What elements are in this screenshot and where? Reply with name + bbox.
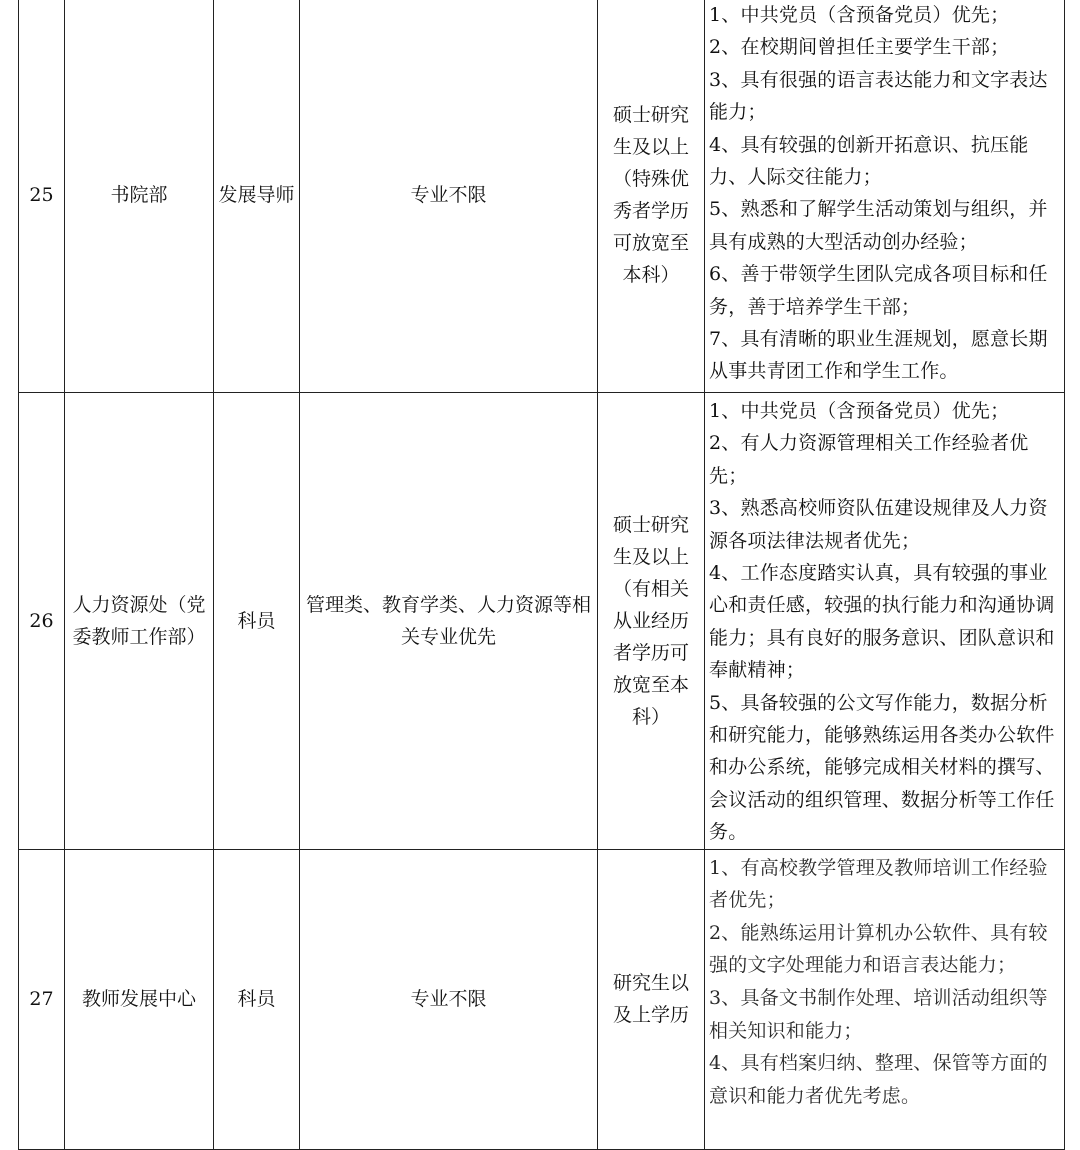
table-row: [19, 849, 1065, 1149]
requirements-list: [705, 393, 1064, 849]
position-title: 发展导师: [218, 183, 295, 206]
position-cell: [214, 849, 300, 1149]
requirement-item: 3、具备文书制作处理、培训活动组织等相关知识和能力；: [709, 987, 1048, 1042]
department-cell: [65, 849, 214, 1149]
row-number: 26: [29, 609, 54, 632]
position-cell: [214, 0, 300, 393]
requirements-list: [705, 850, 1064, 1113]
row-number-cell: [19, 0, 65, 393]
department-name: 教师发展中心: [81, 988, 196, 1011]
education-requirement: 硕士研究生及以上（特殊优秀者学历可放宽至本科）: [612, 103, 689, 286]
requirement-item: 4、工作态度踏实认真，具有较强的事业心和责任感，较强的执行能力和沟通协调能力；具有良好的服务意识、团队意识和奉献精神；: [709, 562, 1055, 682]
department-name: 人力资源处（党委教师工作部）: [72, 593, 206, 648]
department-cell: [65, 0, 214, 393]
position-title: 科员: [237, 609, 276, 632]
requirement-item: 7、具有清晰的职业生涯规划，愿意长期从事共青团工作和学生工作。: [709, 328, 1048, 383]
recruitment-table: [18, 0, 1065, 1150]
requirement-item: 2、能熟练运用计算机办公软件、具有较强的文字处理能力和语言表达能力；: [709, 921, 1048, 977]
major-requirement: 专业不限: [410, 988, 487, 1011]
table-row: [19, 393, 1065, 850]
major-cell: [300, 0, 598, 393]
requirement-item: 1、中共党员（含预备党员）优先；: [709, 400, 1010, 422]
row-number-cell: [19, 849, 65, 1149]
table-row: [19, 0, 1065, 393]
major-requirement: 专业不限: [410, 183, 487, 206]
requirement-item: 5、具备较强的公文写作能力，数据分析和研究能力，能够熟练运用各类办公软件和办公系统，能够完成相关材料的撰写、会议活动的组织管理、数据分析等工作任务。: [709, 691, 1055, 844]
major-cell: [300, 393, 598, 850]
position-title: 科员: [237, 988, 276, 1011]
requirements-list: [705, 0, 1064, 388]
row-number: 25: [29, 183, 54, 206]
requirements-cell: [705, 849, 1065, 1149]
requirement-item: 2、在校期间曾担任主要学生干部；: [709, 36, 1010, 59]
department-name: 书院部: [110, 183, 168, 206]
education-cell: [598, 393, 705, 850]
requirement-item: 1、中共党员（含预备党员）优先；: [709, 4, 1010, 26]
row-number-cell: [19, 393, 65, 850]
education-requirement: 研究生以及上学历: [612, 972, 689, 1027]
requirement-item: 2、有人力资源管理相关工作经验者优先；: [709, 432, 1029, 487]
major-cell: [300, 849, 598, 1149]
position-cell: [214, 393, 300, 850]
requirement-item: 6、善于带领学生团队完成各项目标和任务，善于培养学生干部；: [709, 263, 1048, 318]
education-cell: [598, 0, 705, 393]
requirement-item: 3、具有很强的语言表达能力和文字表达能力；: [709, 68, 1048, 124]
requirement-item: 3、熟悉高校师资队伍建设规律及人力资源各项法律法规者优先；: [709, 497, 1048, 552]
requirement-item: 4、具有档案归纳、整理、保管等方面的意识和能力者优先考虑。: [709, 1052, 1048, 1107]
requirement-item: 5、熟悉和了解学生活动策划与组织，并具有成熟的大型活动创办经验；: [709, 198, 1048, 253]
major-requirement: 管理类、教育学类、人力资源等相关专业优先: [306, 593, 592, 648]
education-cell: [598, 849, 705, 1149]
department-cell: [65, 393, 214, 850]
row-number: 27: [29, 988, 54, 1011]
requirements-cell: [705, 393, 1065, 850]
requirement-item: 1、有高校教学管理及教师培训工作经验者优先；: [709, 856, 1048, 912]
requirement-item: 4、具有较强的创新开拓意识、抗压能力、人际交往能力；: [709, 133, 1029, 189]
education-requirement: 硕士研究生及以上（有相关从业经历者学历可放宽至本科）: [612, 513, 689, 728]
requirements-cell: [705, 0, 1065, 393]
